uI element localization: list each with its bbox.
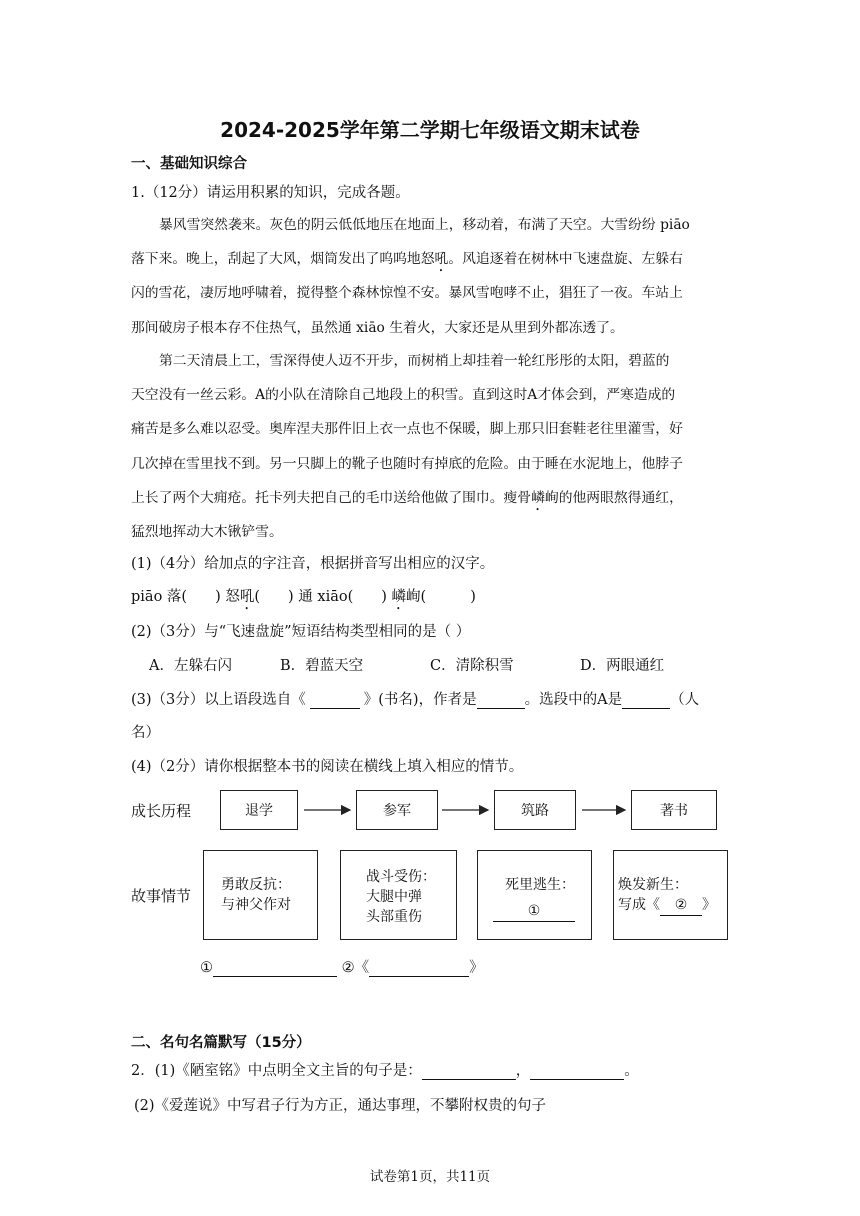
passage-line: 猛烈地挥动大木锹铲雪。 — [131, 524, 283, 541]
answer-blank[interactable] — [422, 1079, 516, 1080]
passage-line: 几次掉在雪里找不到。另一只脚上的靴子也随时有掉底的危险。由于睡在水泥地上，他脖子 — [131, 455, 683, 472]
exam-title: 2024-2025学年第二学期七年级语文期末试卷 — [220, 118, 640, 142]
answer-blank-2[interactable] — [369, 976, 469, 977]
passage-line: 暴风雪突然袭来。灰色的阴云低低地压在地面上，移动着，布满了天空。大雪纷纷 piāo — [159, 217, 690, 233]
question-1-stem: 1.（12分）请运用积累的知识，完成各题。 — [131, 185, 410, 201]
blank-marker-1[interactable]: ① — [493, 901, 575, 922]
passage-line: 痛苦是多么难以忍受。奥库涅夫那件旧上衣一点也不保暖，脚上那只旧套鞋老往里灌雪，好 — [131, 421, 683, 438]
sub-question-1-items: piāo 落( ) 怒吼( ) 通 xiāo( ) 嶙峋( ) — [131, 589, 476, 605]
page-footer: 试卷第1页，共11页 — [369, 1169, 491, 1185]
stage-box-write-book: 著书 — [631, 790, 717, 830]
sub-question-1: (1)（4分）给加点的字注音，根据拼音写出相应的汉字。 — [131, 556, 495, 572]
blank-marker-2[interactable]: ② — [660, 895, 702, 916]
option-b[interactable]: B．碧蓝天空 — [280, 658, 364, 674]
question-2-line-1: 2．(1)《陋室铭》中点明全文主旨的句子是： ， 。 — [131, 1063, 639, 1079]
story-box-3: 死里逃生： ① — [477, 850, 592, 940]
passage-line: 闪的雪花，凄厉地呼啸着，搅得整个森林惊惶不安。暴风雪咆哮不止，猖狂了一夜。车站上 — [131, 285, 683, 302]
question-2-line-2: (2)《爱莲说》中写君子行为方正，通达事理，不攀附权贵的句子 — [134, 1098, 547, 1114]
answer-blank[interactable] — [530, 1079, 624, 1080]
row-label-story: 故事情节 — [131, 887, 192, 905]
sub-question-4: (4)（2分）请你根据整本书的阅读在横线上填入相应的情节。 — [131, 759, 524, 775]
emphasized-char: 吼 — [239, 589, 255, 605]
story-box-1: 勇敢反抗： 与神父作对 — [203, 850, 318, 940]
emphasized-char: 嶙 — [391, 589, 407, 605]
row-label-growth: 成长历程 — [131, 802, 192, 820]
stage-box-enlist: 参军 — [356, 790, 438, 830]
stage-box-build-road: 筑路 — [494, 790, 576, 830]
sub-question-3-continued: 名） — [131, 725, 160, 741]
story-box-4: 焕发新生： 写成《 ② 》 — [613, 850, 728, 940]
passage-line: 第二天清晨上工，雪深得使人迈不开步，而树梢上却挂着一轮红彤彤的太阳，碧蓝的 — [159, 353, 670, 369]
option-a[interactable]: A．左躲右闪 — [149, 658, 232, 674]
story-box-2: 战斗受伤： 大腿中弹 头部重伤 — [340, 850, 457, 940]
option-c[interactable]: C．清除积雪 — [430, 658, 514, 674]
passage-line: 天空没有一丝云彩。A的小队在清除自己地段上的积雪。直到这时A才体会到，严寒造成的 — [131, 387, 676, 404]
passage-line: 那间破房子根本存不住热气，虽然通 xiāo 生着火，大家还是从里到外都冻透了。 — [131, 319, 624, 336]
option-d[interactable]: D．两眼通红 — [580, 658, 665, 674]
stage-box-dropout: 退学 — [220, 790, 298, 830]
passage-line: 上长了两个大痈疮。托卡列夫把自己的毛巾送给他做了围巾。瘦骨嶙峋的他两眼熬得通红， — [131, 489, 683, 506]
section-heading-1: 一、基础知识综合 — [131, 156, 247, 172]
sub-question-3: (3)（3分）以上语段选自《 》(书名)，作者是 。选段中的A是 （人 — [131, 692, 700, 708]
emphasized-char: 嶙 — [531, 489, 545, 506]
diagram-answer-line: ① ②《 》 — [200, 960, 484, 976]
sub-question-2: (2)（3分）与“飞速盘旋”短语结构类型相同的是（ ） — [131, 624, 471, 640]
passage-line: 落下来。晚上，刮起了大风，烟筒发出了呜呜地怒吼。风追逐着在树林中飞速盘旋、左躲右 — [131, 251, 683, 268]
section-heading-2: 二、名句名篇默写（15分） — [131, 1035, 311, 1051]
answer-blank-1[interactable] — [213, 976, 337, 977]
emphasized-char: 吼 — [434, 251, 449, 268]
